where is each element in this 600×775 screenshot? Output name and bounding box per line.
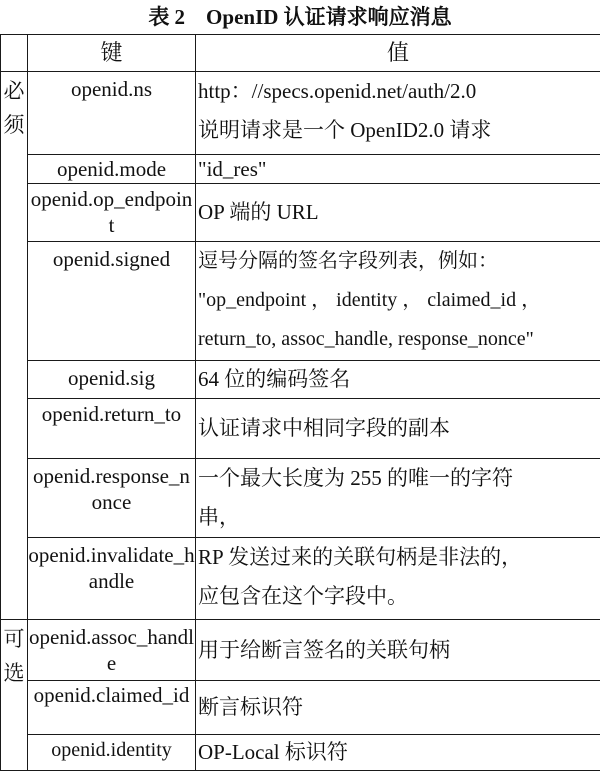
value-line: 断言标识符 bbox=[198, 695, 303, 719]
value-line: 64 位的编码签名 bbox=[198, 367, 351, 391]
row-key: openid.assoc_handle bbox=[28, 620, 196, 681]
table-row bbox=[1, 72, 600, 155]
row-key: openid.op_endpoint bbox=[28, 184, 196, 242]
value-line: OP 端的 URL bbox=[198, 200, 319, 224]
row-key: openid.claimed_id bbox=[28, 681, 196, 735]
row-value bbox=[196, 538, 600, 620]
row-value bbox=[196, 459, 600, 538]
table-row bbox=[1, 155, 600, 184]
row-key: openid.signed bbox=[28, 242, 196, 361]
table-row bbox=[1, 184, 600, 242]
row-value bbox=[196, 735, 600, 771]
group-optional: 可 选 bbox=[1, 620, 28, 771]
row-value bbox=[196, 184, 600, 242]
table-caption: 表 2 OpenID 认证请求响应消息 bbox=[148, 5, 452, 29]
value-line: 认证请求中相同字段的副本 bbox=[198, 416, 450, 440]
row-key: openid.mode bbox=[28, 155, 196, 184]
group-required: 必 须 bbox=[1, 72, 28, 620]
row-key: openid.ns bbox=[28, 72, 196, 155]
row-value bbox=[196, 399, 600, 459]
value-line: "id_res" bbox=[198, 157, 267, 181]
row-key: openid.response_nonce bbox=[28, 459, 196, 538]
header-key: 键 bbox=[28, 35, 196, 72]
table-row bbox=[1, 538, 600, 620]
row-value bbox=[196, 620, 600, 681]
value-line: return_to, assoc_handle, response_nonce" bbox=[198, 328, 534, 350]
table-row bbox=[1, 399, 600, 459]
row-key: openid.identity bbox=[28, 735, 196, 771]
table-row bbox=[1, 242, 600, 361]
value-line: 应包含在这个字段中。 bbox=[198, 584, 408, 608]
row-value bbox=[196, 361, 600, 399]
row-value bbox=[196, 681, 600, 735]
value-line: 用于给断言签名的关联句柄 bbox=[198, 637, 450, 662]
openid-response-table bbox=[0, 34, 600, 771]
row-value bbox=[196, 155, 600, 184]
row-key: openid.return_to bbox=[28, 399, 196, 459]
row-value bbox=[196, 72, 600, 155]
header-value: 值 bbox=[196, 35, 600, 72]
table-row bbox=[1, 361, 600, 399]
value-line: OP-Local 标识符 bbox=[198, 740, 348, 764]
value-line: "op_endpoint ， identity ， claimed_id ， bbox=[198, 289, 542, 311]
value-line: 串， bbox=[198, 505, 240, 529]
table-row bbox=[1, 620, 600, 681]
value-line: http：//specs.openid.net/auth/2.0 bbox=[198, 79, 477, 103]
value-line: 说明请求是一个 OpenID2.0 请求 bbox=[198, 118, 492, 142]
table-row bbox=[1, 681, 600, 735]
row-value bbox=[196, 242, 600, 361]
header-group bbox=[1, 35, 28, 72]
row-key: openid.invalidate_handle bbox=[28, 538, 196, 620]
table-row bbox=[1, 735, 600, 771]
value-line: 逗号分隔的签名字段列表，例如： bbox=[198, 250, 498, 272]
table-header-row bbox=[1, 35, 600, 72]
row-key: openid.sig bbox=[28, 361, 196, 399]
table-row bbox=[1, 459, 600, 538]
value-line: RP 发送过来的关联句柄是非法的， bbox=[198, 545, 523, 569]
value-line: 一个最大长度为 255 的唯一的字符 bbox=[198, 466, 513, 490]
